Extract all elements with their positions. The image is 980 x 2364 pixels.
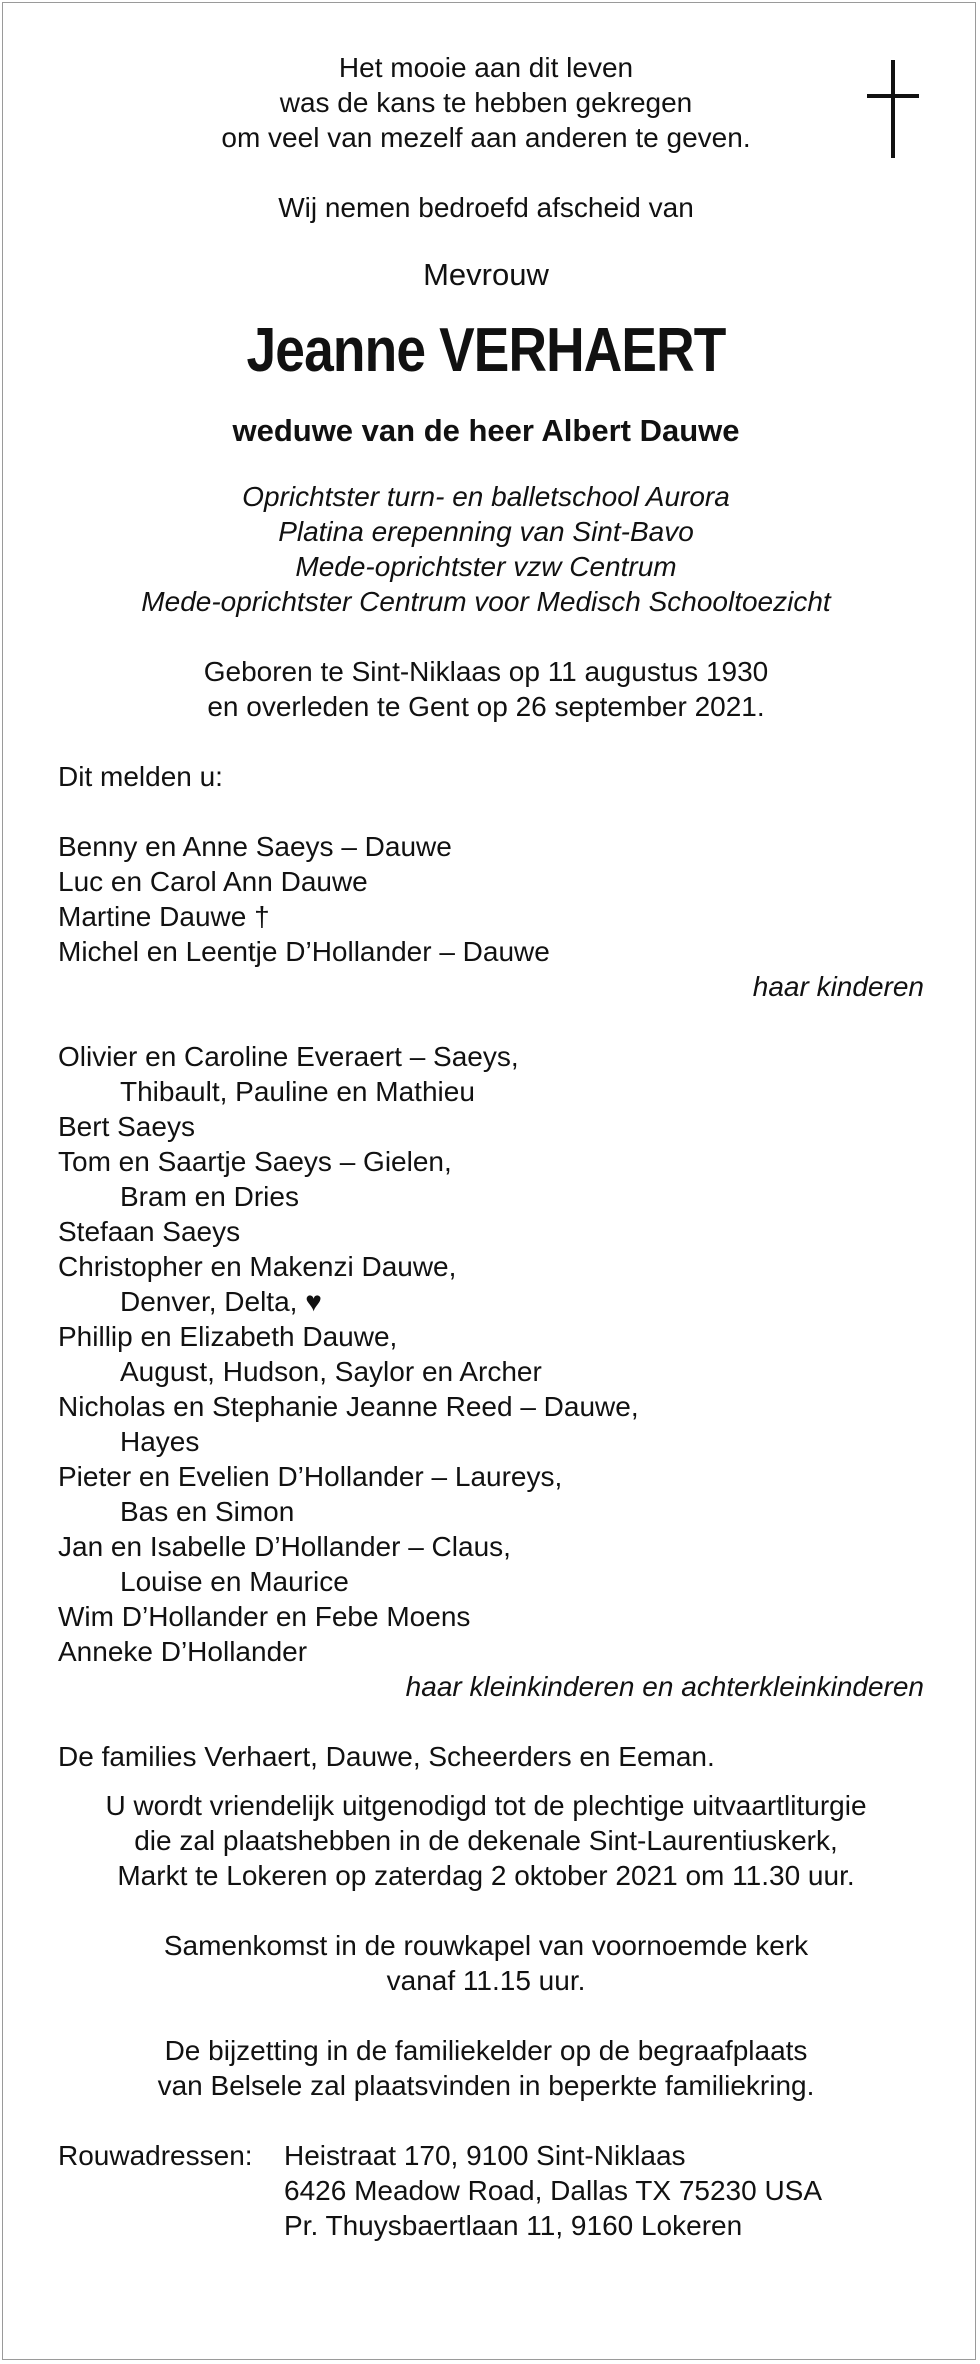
poem-line: om veel van mezelf aan anderen te geven. [221, 122, 751, 153]
grandchild-entry: Tom en Saartje Saeys – Gielen, [58, 1146, 452, 1177]
poem-line: was de kans te hebben gekregen [279, 87, 693, 118]
address-line: Heistraat 170, 9100 Sint-Niklaas [284, 2140, 686, 2171]
poem-line: Het mooie aan dit leven [338, 52, 634, 83]
title-line: Platina erepenning van Sint-Bavo [278, 516, 694, 547]
address-line: Pr. Thuysbaertlaan 11, 9160 Lokeren [284, 2210, 743, 2241]
burial-line: De bijzetting in de familiekelder op de begraafplaats [164, 2035, 808, 2066]
title-line: Oprichtster turn- en balletschool Aurora [242, 481, 730, 512]
invitation-line: Markt te Lokeren op zaterdag 2 oktober 2021 om 11.30 uur. [117, 1860, 855, 1891]
grandchild-entry: Stefaan Saeys [58, 1216, 241, 1247]
children-label: haar kinderen [752, 971, 924, 1002]
great-grandchildren-entry: Bram en Dries [120, 1181, 299, 1212]
deceased-name: Jeanne VERHAERT [246, 316, 726, 385]
grandchild-entry: Olivier en Caroline Everaert – Saeys, [58, 1041, 519, 1072]
grandchild-entry: Bert Saeys [58, 1111, 195, 1142]
addresses [58, 2138, 924, 2243]
gathering [48, 1928, 924, 1998]
announcers-heading: Dit melden u: [58, 761, 223, 792]
grandchild-entry: Nicholas en Stephanie Jeanne Reed – Dauwe, [58, 1391, 639, 1422]
grandchild-entry: Pieter en Evelien D’Hollander – Laureys, [58, 1461, 563, 1492]
invitation-line: U wordt vriendelijk uitgenodigd tot de plechtige uitvaartliturgie [105, 1790, 867, 1821]
burial [48, 2033, 924, 2103]
gathering-line: vanaf 11.15 uur. [386, 1965, 586, 1996]
child-entry: Martine Dauwe † [58, 901, 270, 932]
grandchildren-label: haar kleinkinderen en achterkleinkinderen [405, 1671, 924, 1702]
child-entry: Benny en Anne Saeys – Dauwe [58, 831, 452, 862]
title-line: Mede-oprichtster Centrum voor Medisch Schooltoezicht [141, 586, 831, 617]
great-grandchildren-entry: Thibault, Pauline en Mathieu [120, 1076, 475, 1107]
birth-line: Geboren te Sint-Niklaas op 11 augustus 1930 [203, 656, 769, 687]
grandchildren-list [58, 1039, 924, 1669]
widow-line: weduwe van de heer Albert Dauwe [232, 413, 740, 448]
intro-text: Wij nemen bedroefd afscheid van [278, 192, 694, 223]
addresses-label: Rouwadressen: [58, 2140, 253, 2171]
title-line: Mede-oprichtster vzw Centrum [295, 551, 677, 582]
death-line: en overleden te Gent op 26 september 2021. [207, 691, 765, 722]
great-grandchildren-entry: August, Hudson, Saylor en Archer [120, 1356, 542, 1387]
birth-death [48, 654, 924, 724]
titles [48, 479, 924, 619]
grandchild-entry: Christopher en Makenzi Dauwe, [58, 1251, 457, 1282]
great-grandchildren-entry: Bas en Simon [120, 1496, 295, 1527]
great-grandchildren-entry: Denver, Delta, ♥ [120, 1286, 322, 1317]
poem [48, 50, 924, 155]
gathering-line: Samenkomst in de rouwkapel van voornoemde kerk [163, 1930, 809, 1961]
child-entry: Luc en Carol Ann Dauwe [58, 866, 368, 897]
grandchild-entry: Anneke D’Hollander [58, 1636, 308, 1667]
invitation-line: die zal plaatshebben in de dekenale Sint-Laurentiuskerk, [134, 1825, 838, 1856]
obituary-content [58, 50, 924, 2243]
salutation: Mevrouw [423, 257, 549, 292]
burial-line: van Belsele zal plaatsvinden in beperkte familiekring. [157, 2070, 815, 2101]
families-line: De families Verhaert, Dauwe, Scheerders en Eeman. [58, 1741, 715, 1772]
children-list [58, 829, 924, 969]
great-grandchildren-entry: Hayes [120, 1426, 200, 1457]
invitation [48, 1788, 924, 1893]
child-entry: Michel en Leentje D’Hollander – Dauwe [58, 936, 550, 967]
great-grandchildren-entry: Louise en Maurice [120, 1566, 349, 1597]
address-line: 6426 Meadow Road, Dallas TX 75230 USA [284, 2175, 823, 2206]
grandchild-entry: Wim D’Hollander en Febe Moens [58, 1601, 471, 1632]
grandchild-entry: Phillip en Elizabeth Dauwe, [58, 1321, 398, 1352]
grandchild-entry: Jan en Isabelle D’Hollander – Claus, [58, 1531, 511, 1562]
